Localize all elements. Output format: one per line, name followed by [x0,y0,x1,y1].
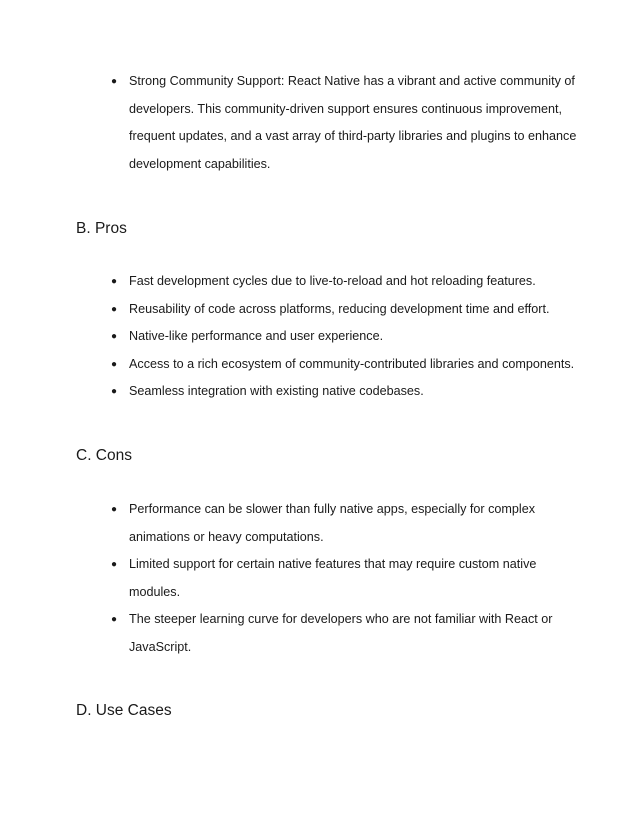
bullet-icon: ● [111,331,118,342]
list-item-text: Reusability of code across platforms, reducing development time and effort. [129,301,550,316]
list-item [0,496,638,551]
bullet-icon: ● [111,358,118,370]
bullet-icon: ● [111,386,118,397]
bullet-icon: ● [111,276,118,287]
bullet-icon: ● [111,614,118,625]
bullet-icon: ● [111,504,118,515]
list-item-text: Native-like performance and user experience. [129,329,384,343]
list-item-text: Performance can be slower than fully native apps, especially for complex animations or heavy computations. [129,502,536,544]
list-item-text: The steeper learning curve for developers who are not familiar with React or JavaScript. [129,612,553,654]
section-heading-cons: C. Cons [76,447,132,464]
list-item-text: Seamless integration with existing native codebases. [129,384,424,398]
bullet-icon: ● [111,559,118,570]
list-item [0,68,638,178]
cons-list [0,496,638,661]
list-item-text: Access to a rich ecosystem of community-contributed libraries and components. [129,356,575,371]
list-item [0,323,638,351]
section-heading-pros: B. Pros [76,220,127,237]
bullet-icon: ● [111,303,118,315]
bullet-icon: ● [111,76,118,87]
list-item [0,378,638,406]
list-item-text: Fast development cycles due to live-to-reload and hot reloading features. [129,274,536,288]
pros-list [0,268,638,406]
section-heading-use-cases: D. Use Cases [76,702,172,719]
list-item-text: Limited support for certain native features that may require custom native modules. [129,557,537,599]
community-support-list [0,68,638,178]
list-item [0,606,638,661]
list-item [0,351,638,379]
list-item [0,296,638,324]
list-item-text: Strong Community Support: React Native has a vibrant and active community of developers. This community-driven support ensures continuous improvement, frequent updates, and a vast array of third-party libraries and plugins to enhance development capabilities. [129,74,577,171]
list-item [0,551,638,606]
list-item [0,268,638,296]
